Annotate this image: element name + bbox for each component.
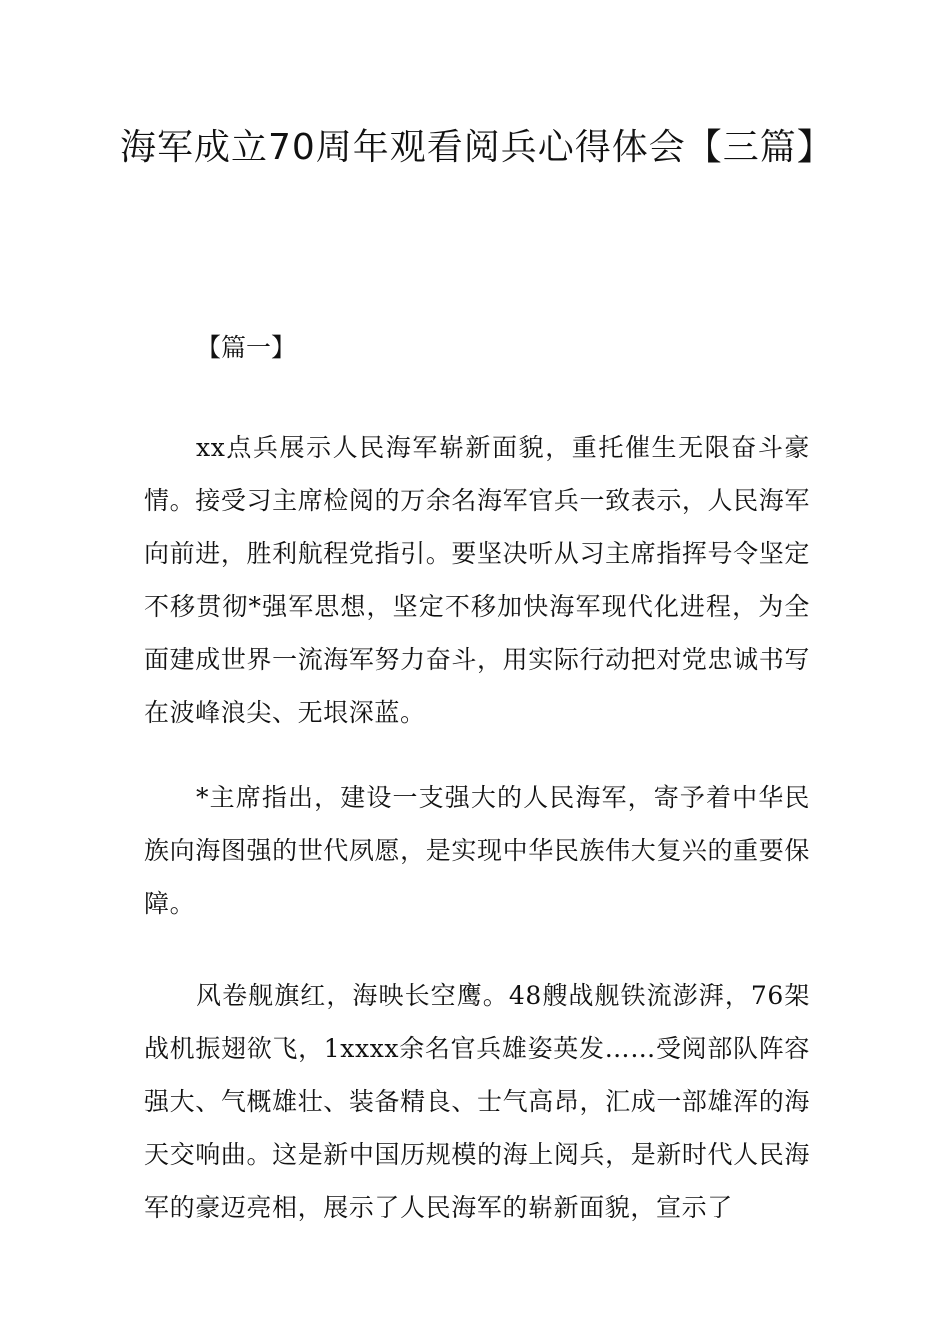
paragraph: xx点兵展示人民海军崭新面貌，重托催生无限奋斗豪情。接受习主席检阅的万余名海军官兵一致表示，人民海军向前进，胜利航程党指引。要坚决听从习主席指挥号令坚定不移贯彻*强军思想，坚定不移加快海军现代化进程，为全面建成世界一流海军努力奋斗，用实际行动把对党忠诚书写在波峰浪尖、无垠深蓝。 bbox=[144, 433, 810, 727]
document-title: 海军成立70周年观看阅兵心得体会【三篇】 bbox=[120, 127, 834, 168]
section-label: 【篇一】 bbox=[196, 333, 297, 362]
paragraph: 风卷舰旗红，海映长空鹰。48艘战舰铁流澎湃，76架战机振翅欲飞，1xxxx余名官兵雄姿英发……受阅部队阵容强大、气概雄壮、装备精良、士气高昂，汇成一部雄浑的海天交响曲。这是新中国历规模的海上阅兵，是新时代人民海军的豪迈亮相，展示了人民海军的崭新面貌，宣示了 bbox=[144, 981, 810, 1222]
paragraph: *主席指出，建设一支强大的人民海军，寄予着中华民族向海图强的世代夙愿，是实现中华民族伟大复兴的重要保障。 bbox=[144, 783, 810, 918]
